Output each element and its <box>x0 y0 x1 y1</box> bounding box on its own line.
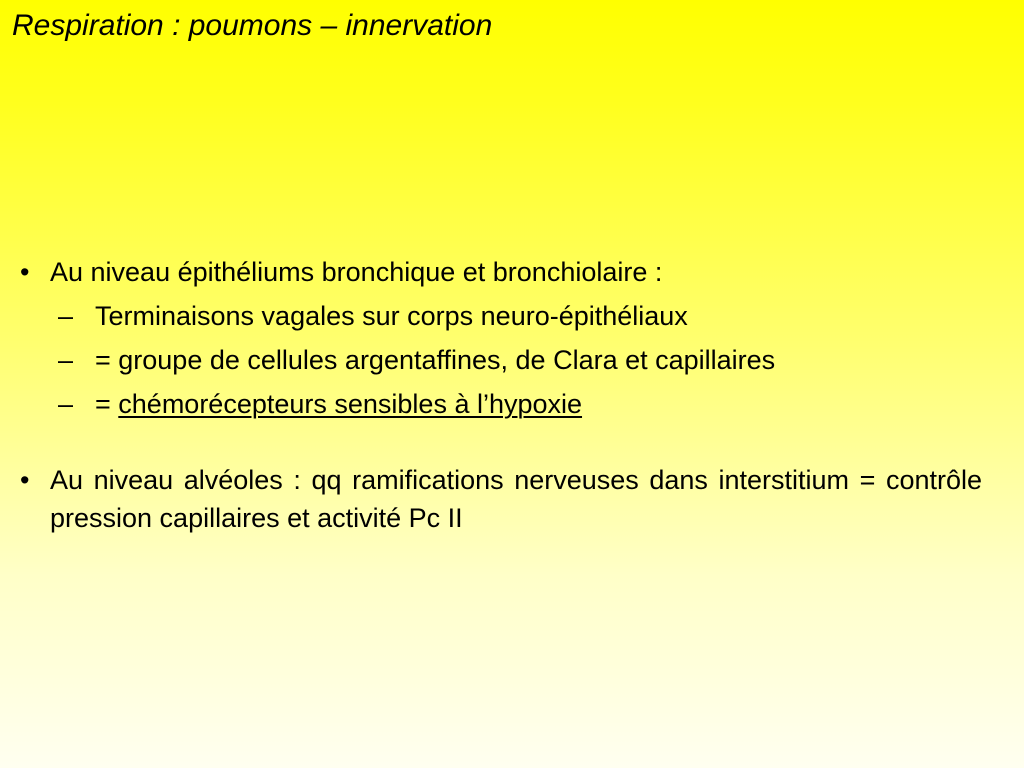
bullet-spacer <box>20 423 982 461</box>
bullet-alveoles <box>20 461 982 537</box>
dash-marker: – <box>58 301 74 331</box>
slide-body <box>20 253 982 537</box>
dash-marker: – <box>58 389 74 419</box>
sub-item-underlined-text: chémorécepteurs sensibles à l’hypoxie <box>118 389 583 419</box>
bullet-marker: • <box>20 257 30 287</box>
bullet-marker: • <box>20 465 30 495</box>
sub-item-prefix: = <box>95 389 119 419</box>
bullet-text: Au niveau alvéoles : qq ramifications nerveuses dans interstitium = contrôle pression capillaires et activité Pc II <box>50 465 982 533</box>
slide-title: Respiration : poumons – innervation <box>12 9 493 42</box>
sub-item-chemorecepteurs <box>20 385 982 423</box>
dash-marker: – <box>58 345 74 375</box>
sub-item-text: = groupe de cellules argentaffines, de Clara et capillaires <box>95 345 776 375</box>
sub-item-text: Terminaisons vagales sur corps neuro-épithéliaux <box>95 301 688 331</box>
sub-item-groupe-cellules <box>20 341 982 379</box>
bullet-text: Au niveau épithéliums bronchique et bronchiolaire : <box>50 257 663 287</box>
sub-item-terminaisons <box>20 297 982 335</box>
bullet-epithelium <box>20 253 982 291</box>
